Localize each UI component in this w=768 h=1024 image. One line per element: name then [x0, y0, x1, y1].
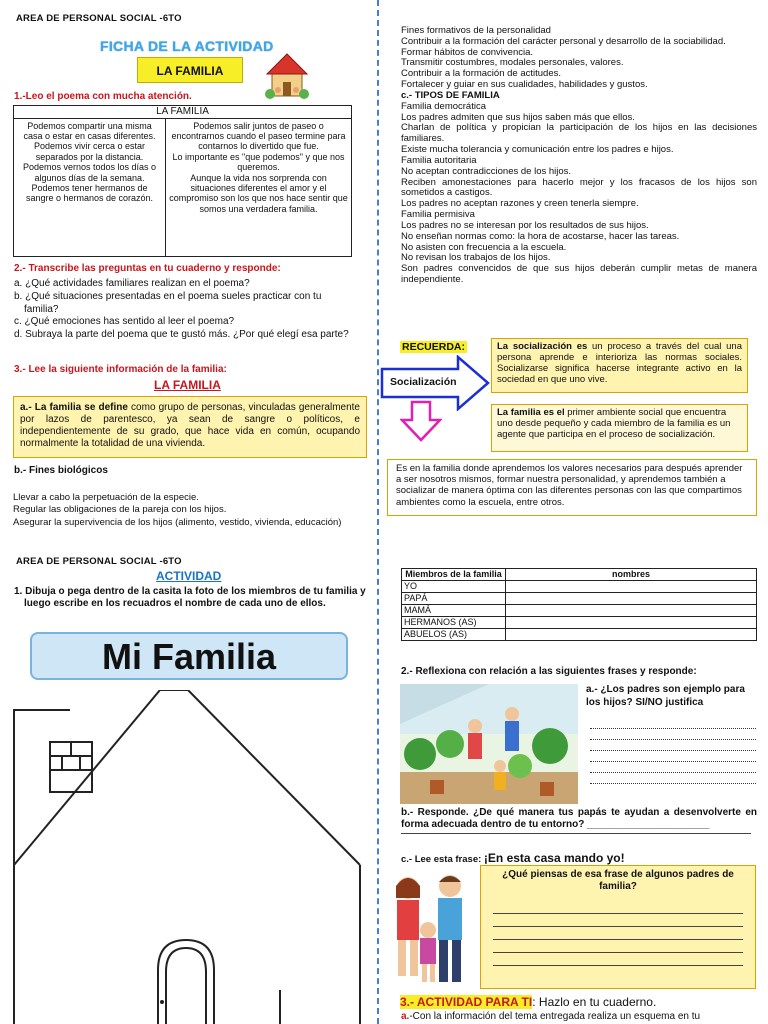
question-2b-title: 2.- Reflexiona con relación a las siguientes frases y responde:: [401, 666, 697, 677]
actividad-title: ACTIVIDAD: [156, 569, 222, 583]
name-cell[interactable]: [506, 592, 757, 604]
list-item: Son padres convencidos de que sus hijos deberán cumplir metas de manera independiente.: [401, 263, 757, 286]
fines-biologicos-title: b.- Fines biológicos: [14, 465, 108, 476]
task-3-text: : Hazlo en tu cuaderno.: [532, 995, 657, 1009]
mi-familia-title: Mi Familia: [30, 632, 348, 680]
list-item: Los padres admiten que sus hijos saben más que ellos.: [401, 111, 635, 123]
valores-box: Es en la familia donde aprendemos los valores necesarios para después aprender a ser nosotros mismos, formar nuestra personalidad, y aprendemos también a socializar de manera óptima con las diferentes personas con las que compartimos ambientes como la escuela, entre otros.: [387, 459, 757, 516]
house-drawing: [10, 690, 370, 1024]
answer-line-2b[interactable]: [401, 833, 751, 834]
poem-verse: Lo importante es "que podemos" y que nos queremos.: [172, 151, 345, 173]
task-3a-label: a.: [401, 1011, 410, 1022]
definition-text: como grupo de personas, vinculadas generalmente por lazos de parentesco, ya sean de sangre o políticos, e independientemente de su grado, que hace vida en común, ocupando normalmente la totalidad de una vivienda.: [20, 402, 360, 449]
list-item: Familia autoritaria: [401, 154, 477, 166]
poem-right-column: [166, 118, 352, 256]
poem-verse: Podemos vivir cerca o estar separados por la distancia.: [33, 141, 146, 162]
table-row: [402, 604, 757, 616]
list-item: Contribuir a la formación de actitudes.: [401, 68, 561, 80]
tipos-title: c.- TIPOS DE FAMILIA: [401, 89, 500, 101]
question-item: d. Subraya la parte del poema que te gustó más. ¿Por qué elegí esa parte?: [14, 329, 349, 341]
poem-verse: Podemos salir juntos de paseo o encontrarnos cuando el paseo termine para contarnos lo divertido que fue.: [171, 120, 346, 152]
task-3-label: 3.- ACTIVIDAD PARA TI: [400, 995, 533, 1009]
table-row: [402, 580, 757, 592]
page2-header: AREA DE PERSONAL SOCIAL -6TO: [16, 556, 182, 567]
familia-def-text: primer ambiente social que encuentra uno desde pequeño y cada miembro de la familia es un agente que participa en el proceso de socialización.: [497, 407, 731, 440]
info-title: LA FAMILIA: [154, 378, 221, 392]
task-1: 1. Dibuja o pega dentro de la casita la foto de los miembros de tu familia y luego escribe en los recuadros el nombre de cada uno de ellos.: [14, 586, 366, 609]
list-item: Los padres no aceptan razones y creen tenerla siempre.: [401, 198, 639, 210]
list-item: Familia permisiva: [401, 209, 475, 221]
poem-verse: Aunque la vida nos sorprenda con situaciones diferentes el amor y el compromiso son los que nos hace sentir que somos una verdadera familia.: [169, 172, 348, 214]
opinion-answer-lines[interactable]: [489, 901, 747, 966]
poem-title: LA FAMILIA: [14, 106, 352, 119]
arrow-down-icon: [400, 400, 442, 442]
answer-lines-2a[interactable]: [590, 718, 756, 784]
list-item: Fortalecer y guiar en sus cualidades, habilidades y gustos.: [401, 79, 648, 91]
question-1: 1.-Leo el poema con mucha atención.: [14, 91, 192, 102]
list-item: Llevar a cabo la perpetuación de la especie.: [13, 492, 199, 503]
list-item: Existe mucha tolerancia y comunicación entre los padres e hijos.: [401, 144, 674, 156]
question-2a: a.- ¿Los padres son ejemplo para los hijos? SI/NO justifica: [586, 684, 745, 708]
table-row: [402, 616, 757, 628]
family-house-icon: [264, 50, 310, 102]
list-item: Los padres no se interesan por los resultados de sus hijos.: [401, 219, 649, 231]
fines-formativos-list: [401, 26, 757, 286]
member-label: ABUELOS (AS): [402, 628, 506, 640]
list-item: Familia democrática: [401, 100, 486, 112]
member-label: YO: [402, 580, 506, 592]
poem-verse: Podemos tener hermanos de sangre o hermanos de corazón.: [25, 182, 154, 204]
ficha-subtitle: LA FAMILIA: [137, 57, 243, 83]
opinion-box: [480, 865, 756, 989]
list-item: No revisan los trabajos de los hijos.: [401, 252, 551, 264]
list-item: Reciben amonestaciones para hacerlo mejor y los fracasos de los hijos son sometidos a castigos.: [401, 176, 757, 199]
task-3: [400, 995, 656, 1009]
familia-box: [491, 404, 748, 452]
list-item: Regular las obligaciones de la pareja con los hijos.: [13, 504, 227, 516]
list-item: No asisten con frecuencia a la escuela.: [401, 241, 567, 253]
definition-box: [13, 396, 367, 458]
page-divider: [377, 0, 379, 1024]
poem-verse: Podemos compartir una misma casa o estar en casas diferentes.: [23, 120, 156, 142]
socializacion-def-text: un proceso a través del cual una persona aprende e interioriza las normas sociales. Socializarse significa hacerse integrante activo en la sociedad en que uno vive.: [497, 341, 742, 385]
fines-biologicos-list: [13, 492, 341, 529]
name-cell[interactable]: [506, 604, 757, 616]
socializacion-label: Socialización: [390, 376, 457, 388]
member-label: HERMANOS (AS): [402, 616, 506, 628]
names-header: nombres: [506, 569, 757, 581]
question-item: a. ¿Qué actividades familiares realizan en el poema?: [14, 278, 250, 289]
socializacion-def-label: La socialización es: [497, 341, 588, 352]
table-row: [402, 592, 757, 604]
table-row: [402, 628, 757, 640]
list-item: Contribuir a la formación del carácter personal y desarrollo de la sociabilidad.: [401, 35, 726, 47]
page1-header: AREA DE PERSONAL SOCIAL -6TO: [16, 13, 182, 24]
question-2c-phrase: ¡En esta casa mando yo!: [483, 851, 625, 865]
question-3: 3.- Lee la siguiente información de la familia:: [14, 364, 227, 375]
task-3a-text: -Con la información del tema entregada realiza un esquema en tu: [409, 1011, 701, 1022]
familia-def-label: La familia es el: [497, 407, 565, 418]
member-label: MAMÁ: [402, 604, 506, 616]
list-item: No enseñan normas como: la hora de acostarse, hacer las tareas.: [401, 230, 680, 242]
socializacion-box: [491, 338, 748, 393]
ficha-title: FICHA DE LA ACTIVIDAD: [100, 38, 274, 54]
members-header: Miembros de la familia: [402, 569, 506, 581]
list-item: Transmitir costumbres, modales personales, valores.: [401, 57, 624, 69]
member-label: PAPÁ: [402, 592, 506, 604]
question-2c: [401, 851, 625, 865]
family-gardening-image: [400, 684, 578, 804]
question-2-list: [14, 278, 354, 342]
name-cell[interactable]: [506, 628, 757, 640]
poem-verse: Podemos vernos todos los días o algunos días de la semana.: [22, 162, 157, 183]
opinion-question: ¿Qué piensas de esa frase de algunos padres de familia?: [502, 869, 734, 892]
question-item: b. ¿Qué situaciones presentadas en el poema sueles practicar con tu familia?: [14, 290, 322, 315]
name-cell[interactable]: [506, 580, 757, 592]
members-table: [401, 568, 757, 641]
list-item: Charlan de política y propician la participación de los hijos en las decisiones familiares.: [401, 122, 757, 145]
question-2c-label: c.- Lee esta frase:: [401, 854, 484, 865]
poem-left-column: [14, 118, 166, 256]
list-item: Fines formativos de la personalidad: [401, 25, 551, 36]
task-3a: [401, 1011, 757, 1023]
definition-label: a.- La familia se define: [20, 402, 128, 413]
question-item: c. ¿Qué emociones has sentido al leer el poema?: [14, 316, 235, 328]
poem-table: [13, 105, 352, 257]
question-2b: b.- Responde. ¿De qué manera tus papás te ayudan a desenvolverte en forma adecuada dentro de tu entorno? ______________________: [401, 807, 757, 830]
name-cell[interactable]: [506, 616, 757, 628]
family-argument-image: [384, 868, 476, 990]
list-item: Formar hábitos de convivencia.: [401, 46, 534, 58]
recuerda-label: RECUERDA:: [402, 341, 465, 353]
list-item: Asegurar la supervivencia de los hijos (alimento, vestido, vivienda, educación): [13, 516, 342, 528]
question-2: 2.- Transcribe las preguntas en tu cuaderno y responde:: [14, 263, 281, 274]
list-item: No aceptan contradicciones de los hijos.: [401, 165, 572, 177]
